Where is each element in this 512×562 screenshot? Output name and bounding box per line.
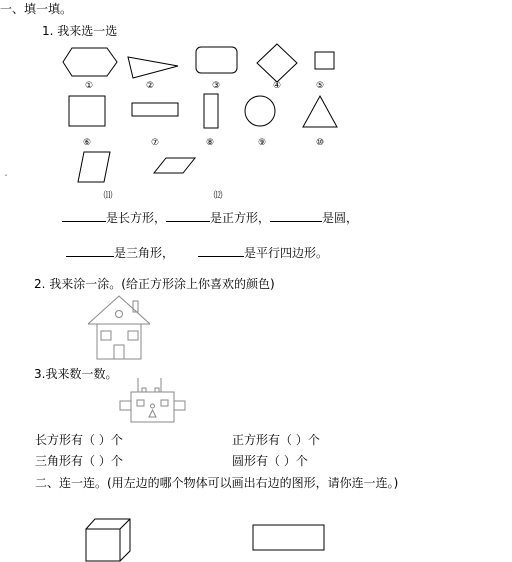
blank-rect[interactable] [62,210,106,222]
square-count-row: 正方形有（ ）个 [232,433,320,447]
shape-triangle-thin [128,57,178,78]
rect-count-row: 长方形有（ ）个 [35,433,123,447]
q3-title: 3.我来数一数。 [34,367,118,381]
fill-line-2 [66,245,328,260]
section-2-title: 二、连一连。(用左边的哪个物体可以画出右边的图形，请你连一连。) [35,476,399,490]
shape-rounded-rect [196,47,237,73]
shape-hexagon [63,48,117,76]
fill-line-1 [62,210,358,225]
shape-small-square [315,52,334,69]
fill-square-text: 是正方形， [210,211,271,225]
circle-count-row: 圆形有（ ）个 [232,454,308,468]
blank-circle[interactable] [270,210,322,222]
section-1-title: 一、填一填。 [0,2,73,16]
blank-square[interactable] [166,210,210,222]
label-shape-8: ⑧ [205,138,215,148]
shape-triangle [303,96,337,127]
label-shape-6: ⑥ [82,138,92,148]
shape-parallelogram-flat [154,158,195,173]
blank-triangle[interactable] [66,245,114,257]
label-shape-1: ① [84,81,94,91]
q1-title: 1. 我来选一选 [42,24,118,38]
label-shape-11: ⑾ [103,191,113,201]
label-shape-12: ⑿ [213,191,223,201]
fill-triangle-text: 是三角形， [114,246,175,260]
shape-circle [245,96,275,126]
label-shape-9: ⑨ [257,138,267,148]
rect-target [253,525,324,550]
shape-thin-rect [132,103,178,116]
label-shape-7: ⑦ [150,138,160,148]
fill-rect-text: 是长方形， [106,211,167,225]
label-shape-3: ③ [211,81,221,91]
house-figure [88,296,150,359]
fill-circle-text: 是圆， [322,211,359,225]
label-shape-5: ⑤ [315,81,325,91]
cube-figure [86,519,130,561]
triangle-count-row: 三角形有（ ）个 [35,454,123,468]
label-shape-10: ⑩ [315,138,325,148]
shape-parallelogram-tall [78,152,110,182]
shape-tall-rect [204,94,218,128]
q2-title: 2. 我来涂一涂。(给正方形涂上你喜欢的颜色) [34,277,275,291]
fill-parallelogram-text: 是平行四边形。 [244,246,329,260]
margin-mark: ˇ [4,174,8,183]
label-shape-2: ② [145,81,155,91]
robot-figure [120,378,185,422]
shape-square [69,96,105,126]
blank-parallelogram[interactable] [198,245,244,257]
shape-diamond [257,44,297,82]
label-shape-4: ④ [272,81,282,91]
